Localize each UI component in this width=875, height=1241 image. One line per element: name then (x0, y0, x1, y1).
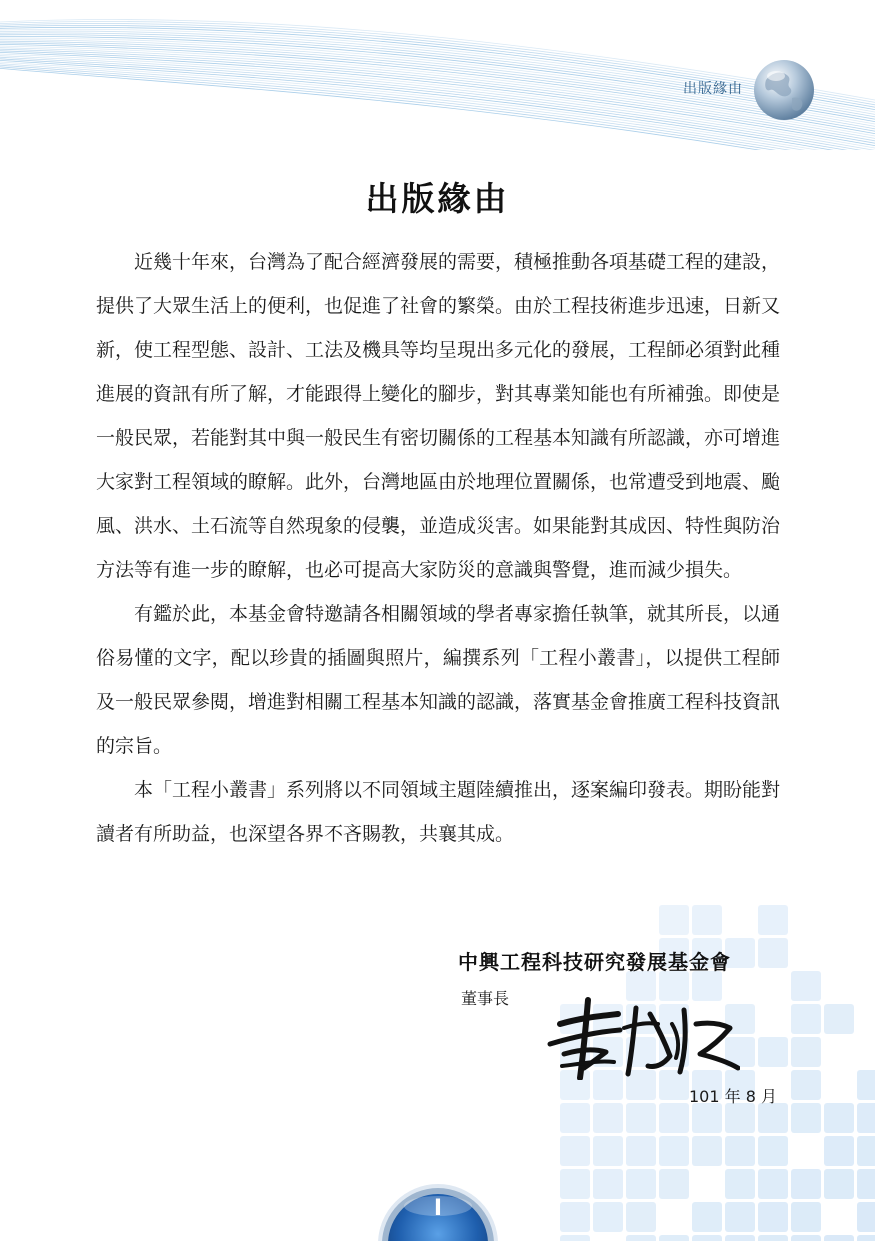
page-number: I (433, 1196, 443, 1221)
tile (560, 1202, 590, 1232)
tile (758, 905, 788, 935)
tile (791, 1004, 821, 1034)
handwritten-signature (540, 994, 740, 1080)
tile (626, 1202, 656, 1232)
tile (593, 1136, 623, 1166)
tile (659, 1103, 689, 1133)
tile (791, 971, 821, 1001)
tile (692, 905, 722, 935)
tile (857, 1202, 875, 1232)
header-wave-lines (0, 0, 875, 150)
header-section-label: 出版緣由 (683, 81, 743, 97)
tile (725, 1136, 755, 1166)
tile (659, 1169, 689, 1199)
tile (857, 1136, 875, 1166)
tile (857, 1070, 875, 1100)
tile (758, 1202, 788, 1232)
paragraph-1: 近幾十年來，台灣為了配合經濟發展的需要，積極推動各項基礎工程的建設，提供了大眾生活上的便利，也促進了社會的繁榮。由於工程技術進步迅速，日新又新，使工程型態、設計、工法及機具等均呈現出多元化的發展，工程師必須對此種進展的資訊有所了解，才能跟得上變化的腳步，對其專業知能也有所補強。即使是一般民眾，若能對其中與一般民生有密切關係的工程基本知識有所認識，亦可增進大家對工程領域的瞭解。此外，台灣地區由於地理位置關係，也常遭受到地震、颱風、洪水、土石流等自然現象的侵襲，並造成災害。如果能對其成因、特性與防治方法等有進一步的瞭解，也必可提高大家防災的意識與警覺，進而減少損失。 (96, 251, 781, 581)
chairman-title: 董事長 (461, 989, 510, 1008)
tile (824, 1004, 854, 1034)
tile (626, 1136, 656, 1166)
tile (692, 1136, 722, 1166)
tile (791, 1103, 821, 1133)
tile (758, 1103, 788, 1133)
tile (692, 1103, 722, 1133)
date: 101 年 8 月 (689, 1087, 777, 1106)
tile (593, 1202, 623, 1232)
tile (824, 1235, 854, 1241)
foundation-name: 中興工程科技研究發展基金會 (458, 950, 731, 974)
tile (758, 1136, 788, 1166)
tile (725, 1235, 755, 1241)
wave-line (0, 38, 875, 124)
tile (758, 1235, 788, 1241)
tile (626, 1169, 656, 1199)
tile (692, 1202, 722, 1232)
tile (824, 1169, 854, 1199)
tile (725, 1103, 755, 1133)
tile (791, 1235, 821, 1241)
globe-icon (752, 58, 816, 122)
body-text (96, 240, 780, 856)
tile (791, 1202, 821, 1232)
wave-line (0, 44, 875, 133)
tile (758, 1169, 788, 1199)
tile (857, 1235, 875, 1241)
tile (626, 1235, 656, 1241)
tile (659, 905, 689, 935)
tile (659, 1235, 689, 1241)
tile (791, 1070, 821, 1100)
tile (758, 1037, 788, 1067)
tile (593, 1103, 623, 1133)
tile (857, 1103, 875, 1133)
tile (725, 1202, 755, 1232)
tile (692, 1235, 722, 1241)
tile (791, 1169, 821, 1199)
wave-line (0, 60, 875, 150)
paragraph-3: 本「工程小叢書」系列將以不同領域主題陸續推出，逐案編印發表。期盼能對讀者有所助益，也深望各界不吝賜教，共襄其成。 (96, 779, 781, 845)
tile (857, 1169, 875, 1199)
tile (758, 938, 788, 968)
tile (626, 1103, 656, 1133)
wave-line (0, 46, 875, 136)
page-title: 出版緣由 (365, 179, 510, 218)
tile (560, 1235, 590, 1241)
tile (560, 1169, 590, 1199)
tile (824, 1103, 854, 1133)
tile (659, 1136, 689, 1166)
tile (725, 1169, 755, 1199)
tile (791, 1037, 821, 1067)
paragraph-2: 有鑑於此，本基金會特邀請各相關領域的學者專家擔任執筆，就其所長，以通俗易懂的文字，配以珍貴的插圖與照片，編撰系列「工程小叢書」，以提供工程師及一般民眾參閱，增進對相關工程基本知識的認識，落實基金會推廣工程科技資訊的宗旨。 (96, 603, 781, 757)
tile (824, 1136, 854, 1166)
tile (593, 1169, 623, 1199)
tile (560, 1136, 590, 1166)
tile (560, 1103, 590, 1133)
